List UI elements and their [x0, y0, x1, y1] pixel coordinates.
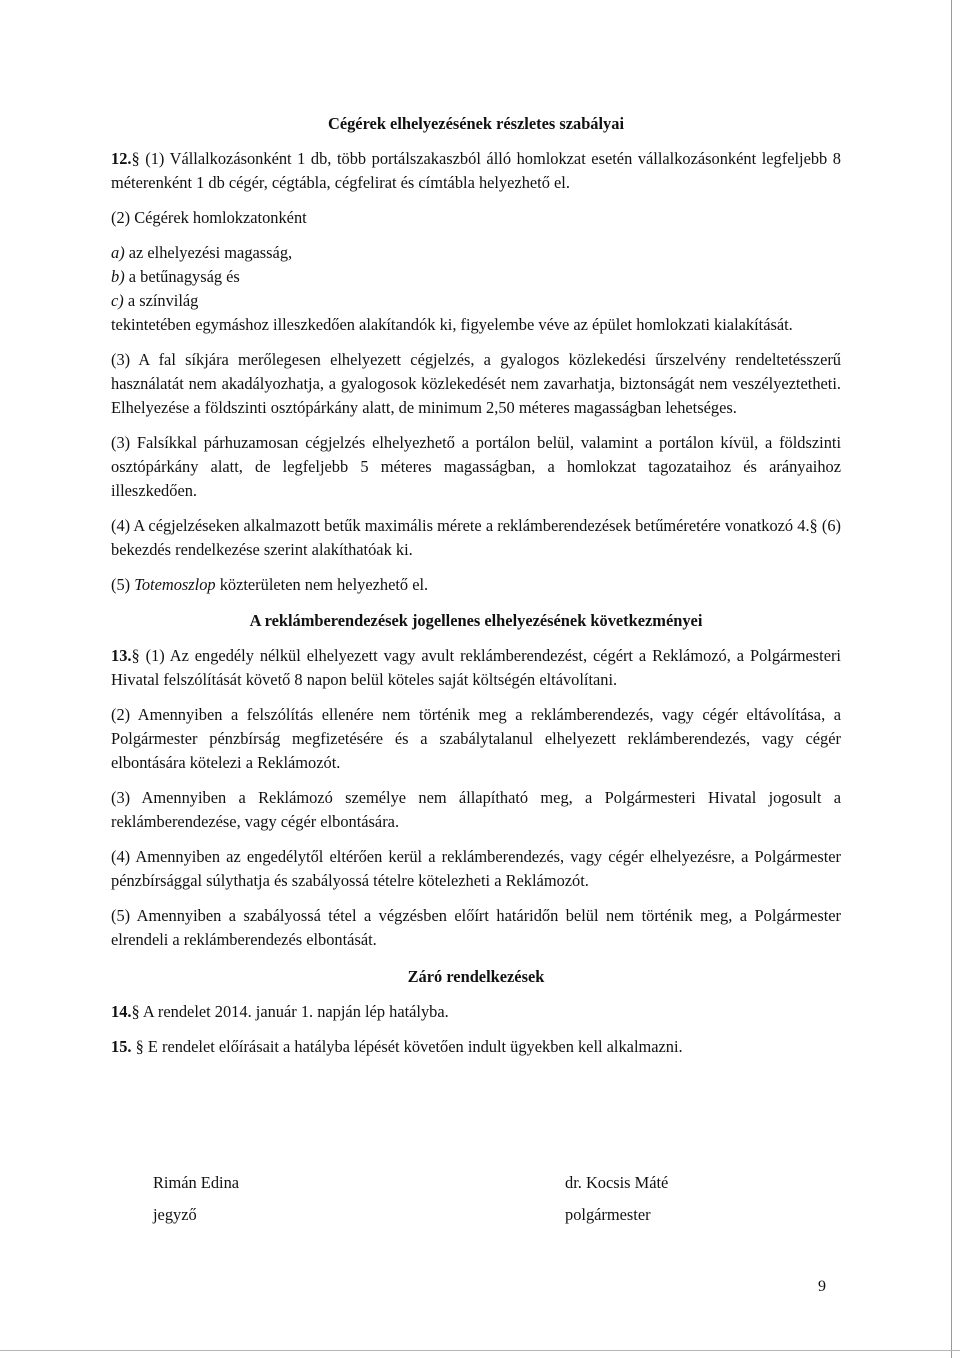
- signature-right-title: polgármester: [565, 1205, 651, 1224]
- signature-left-name: Rimán Edina: [153, 1173, 240, 1192]
- signature-polgarmester: [565, 1167, 668, 1231]
- paragraph-12-2-outro: tekintetében egymáshoz illeszkedően alakítandók ki, figyelembe véve az épület homlokzati kialakítását.: [111, 315, 793, 334]
- paragraph-12-2-intro: (2) Cégérek homlokzatonként: [111, 208, 307, 227]
- signature-right-name: dr. Kocsis Máté: [565, 1173, 669, 1192]
- paragraph-13-1: [111, 644, 841, 692]
- paragraph-14-text: § A rendelet 2014. január 1. napján lép hatályba.: [131, 1002, 449, 1021]
- signature-left-title: jegyző: [153, 1205, 197, 1224]
- paragraph-13-3: (3) Amennyiben a Reklámozó személye nem állapítható meg, a Polgármesteri Hivatal jogosult a reklámberendezése, vagy cégér elbontására.: [111, 788, 841, 831]
- section-heading-jogellenes: A reklámberendezések jogellenes elhelyezésének következményei: [249, 611, 703, 630]
- list-letter-a: a): [111, 243, 125, 262]
- section-number-12: 12.: [111, 149, 132, 168]
- section-number-14: 14.: [111, 1002, 132, 1021]
- paragraph-12-3: (3) A fal síkjára merőlegesen elhelyezett cégjelzés, a gyalogos közlekedési űrszelvény rendeltetésszerű használatát nem akadályozhatja, a gyalogosok közlekedését nem zavarhatja, biztonságát nem veszélyeztetheti. Elhelyezése a földszinti osztópárkány alatt, de minimum 2,50 méteres magasságban lehetséges.: [111, 350, 841, 417]
- section-number-13: 13.: [111, 646, 132, 665]
- paragraph-13-2: (2) Amennyiben a felszólítás ellenére nem történik meg a reklámberendezés, vagy cégér eltávolítása, a Polgármester pénzbírság megfizetésére és a szabálytalanul elhelyezett reklámberendezés, vagy cégér elbontására kötelezi a Reklámozót.: [111, 705, 841, 772]
- paragraph-12-5: [111, 573, 841, 597]
- list-text-b: a betűnagyság és: [124, 267, 240, 286]
- document-body: [111, 112, 841, 1070]
- paragraph-15: [111, 1035, 841, 1059]
- paragraph-13-4: (4) Amennyiben az engedélytől eltérően kerül a reklámberendezés, vagy cégér elhelyezésre, a Polgármester pénzbírsággal súlythatja és szabályossá tételre kötelezheti a Reklámozót.: [111, 847, 841, 890]
- list-item-c: [111, 289, 841, 313]
- paragraph-12-3b: (3) Falsíkkal párhuzamosan cégjelzés elhelyezhető a portálon belül, valamint a portálon kívül, a földszinti osztópárkány alatt, de legfeljebb 5 méteres magasságban, a homlokzat tagozataihoz és arányaihoz illeszkedően.: [111, 433, 841, 500]
- section-heading-zaro: Záró rendelkezések: [407, 967, 545, 986]
- list-text-a: az elhelyezési magasság,: [124, 243, 293, 262]
- list-item-a: [111, 241, 841, 265]
- list-letter-c: c): [111, 291, 124, 310]
- list-item-b: [111, 265, 841, 289]
- paragraph-13-5: (5) Amennyiben a szabályossá tétel a végzésben előírt határidőn belül nem történik meg, a Polgármester elrendeli a reklámberendezés elbontását.: [111, 906, 841, 949]
- paragraph-12-5-rest: közterületen nem helyezhető el.: [215, 575, 429, 594]
- signature-jegyzo: [153, 1167, 239, 1231]
- paragraph-12-4: (4) A cégjelzéseken alkalmazott betűk maximális mérete a reklámberendezések betűméretére vonatkozó 4.§ (6) bekezdés rendelkezése szerint alakíthatóak ki.: [111, 516, 841, 559]
- list-letter-b: b): [111, 267, 125, 286]
- paragraph-12-1: [111, 147, 841, 195]
- scan-edge-bottom: [0, 1350, 960, 1351]
- paragraph-15-text: § E rendelet előírásait a hatályba lépését követően indult ügyekben kell alkalmazni.: [131, 1037, 683, 1056]
- paragraph-12-5-italic: Totemoszlop: [134, 575, 216, 594]
- paragraph-13-1-text: § (1) Az engedély nélkül elhelyezett vagy avult reklámberendezést, cégért a Reklámozó, a Polgármesteri Hivatal felszólítását követő 8 napon belül köteles saját költségén eltávolítani.: [111, 646, 841, 689]
- section-number-15: 15.: [111, 1037, 132, 1056]
- paragraph-14: [111, 1000, 841, 1024]
- paragraph-12-1-text: § (1) Vállalkozásonként 1 db, több portálszakaszból álló homlokzat esetén vállalkozásonként legfeljebb 8 méterenként 1 db cégér, cégtábla, cégfelirat és címtábla helyezhető el.: [111, 149, 841, 192]
- section-heading-cegerek: Cégérek elhelyezésének részletes szabályai: [328, 114, 624, 133]
- page-number: 9: [818, 1278, 826, 1295]
- scan-edge-right: [951, 0, 952, 1358]
- paragraph-12-5-prefix: (5): [111, 575, 135, 594]
- list-text-c: a színvilág: [123, 291, 199, 310]
